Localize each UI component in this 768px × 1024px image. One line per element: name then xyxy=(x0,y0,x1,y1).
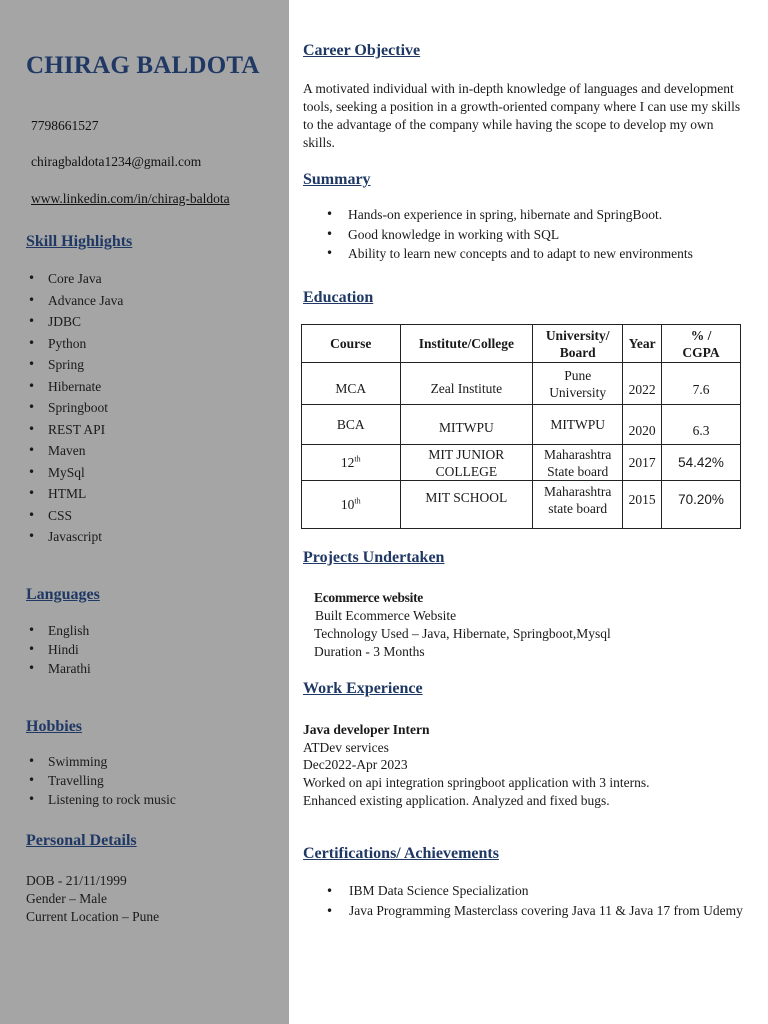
institute-cell: MIT SCHOOL xyxy=(400,481,533,529)
ordinal-suffix: th xyxy=(354,496,361,506)
year-cell: 2015 xyxy=(623,481,662,529)
hobbies-list xyxy=(26,752,176,809)
table-row xyxy=(302,363,741,405)
list-item: • Spring xyxy=(26,354,123,376)
list-item: • Advance Java xyxy=(26,290,123,312)
email-address[interactable]: chiragbaldota1234@gmail.com xyxy=(31,154,202,169)
list-item: • REST API xyxy=(26,419,123,441)
personal-details-heading: Personal Details xyxy=(26,832,137,849)
list-item: • English xyxy=(26,621,91,640)
score-cell: 54.42% xyxy=(662,445,741,481)
languages-heading: Languages xyxy=(26,586,100,603)
score-cell: 7.6 xyxy=(662,363,741,405)
project-title: Ecommerce website xyxy=(314,590,423,605)
list-item: • Springboot xyxy=(26,397,123,419)
list-item: • MySql xyxy=(26,462,123,484)
phone-number: 7798661527 xyxy=(31,118,99,133)
table-row xyxy=(302,405,741,445)
project-description: Built Ecommerce Website xyxy=(315,608,457,623)
education-table xyxy=(301,324,741,529)
list-item: • Swimming xyxy=(26,752,176,771)
career-objective-text: A motivated individual with in-depth knowledge of languages and development tools, seeking a position in a growth-oriented company where I can use my skills to the advantage of the company while having the scope to develop my own skills. xyxy=(303,81,741,150)
course-cell: 10th xyxy=(302,481,401,529)
list-item: • Core Java xyxy=(26,268,123,290)
column-header: University/ Board xyxy=(533,325,623,363)
list-item: • Python xyxy=(26,333,123,355)
job-duration: Dec2022-Apr 2023 xyxy=(303,757,408,772)
job-role: Java developer Intern xyxy=(303,722,430,737)
projects-heading: Projects Undertaken xyxy=(303,549,445,566)
dob: DOB - 21/11/1999 xyxy=(26,873,127,888)
current-location: Current Location – Pune xyxy=(26,909,160,924)
skills-list xyxy=(26,268,123,548)
table-row xyxy=(302,481,741,529)
university-cell: Pune University xyxy=(533,363,623,405)
job-detail: Enhanced existing application. Analyzed and fixed bugs. xyxy=(303,793,610,808)
column-header: Year xyxy=(623,325,662,363)
university-cell: Maharashtra State board xyxy=(533,445,623,481)
summary-heading: Summary xyxy=(303,171,371,188)
list-item: • Maven xyxy=(26,440,123,462)
column-header: Institute/College xyxy=(400,325,533,363)
summary-list xyxy=(303,205,693,264)
institute-cell: Zeal Institute xyxy=(400,363,533,405)
list-item: • Hands-on experience in spring, hibernate and SpringBoot. xyxy=(303,205,693,225)
score-cell: 70.20% xyxy=(662,481,741,529)
sidebar xyxy=(0,0,289,1024)
score-cell: 6.3 xyxy=(662,405,741,445)
list-item: • Travelling xyxy=(26,771,176,790)
project-technology: Technology Used – Java, Hibernate, Springboot,Mysql xyxy=(314,626,611,641)
column-header: Course xyxy=(302,325,401,363)
list-item: • IBM Data Science Specialization xyxy=(303,882,743,900)
main-content xyxy=(289,0,768,1024)
project-duration: Duration - 3 Months xyxy=(314,644,425,659)
course-cell: 12th xyxy=(302,445,401,481)
gender: Gender – Male xyxy=(26,891,107,906)
candidate-name: CHIRAG BALDOTA xyxy=(26,52,260,79)
linkedin-link[interactable]: www.linkedin.com/in/chirag-baldota xyxy=(31,191,230,206)
company-name: ATDev services xyxy=(303,740,389,755)
job-detail: Worked on api integration springboot application with 3 interns. xyxy=(303,775,650,790)
year-cell: 2022 xyxy=(623,363,662,405)
table-row xyxy=(302,445,741,481)
career-objective-heading: Career Objective xyxy=(303,42,421,59)
hobbies-heading: Hobbies xyxy=(26,718,83,735)
certifications-list xyxy=(303,882,743,922)
list-item: • Ability to learn new concepts and to adapt to new environments xyxy=(303,244,693,264)
course-cell: BCA xyxy=(302,405,401,445)
year-cell: 2017 xyxy=(623,445,662,481)
course-cell: MCA xyxy=(302,363,401,405)
university-cell: MITWPU xyxy=(533,405,623,445)
table-header-row xyxy=(302,325,741,363)
year-cell: 2020 xyxy=(623,405,662,445)
list-item: • Good knowledge in working with SQL xyxy=(303,225,693,245)
list-item: • Java Programming Masterclass covering Java 11 & Java 17 from Udemy xyxy=(303,902,743,920)
list-item: • Javascript xyxy=(26,526,123,548)
languages-list xyxy=(26,621,91,678)
list-item: • Hibernate xyxy=(26,376,123,398)
skills-heading: Skill Highlights xyxy=(26,233,133,250)
institute-cell: MITWPU xyxy=(400,405,533,445)
list-item: • Marathi xyxy=(26,659,91,678)
list-item: • CSS xyxy=(26,505,123,527)
certifications-heading: Certifications/ Achievements xyxy=(303,845,499,862)
column-header: % / CGPA xyxy=(662,325,741,363)
education-heading: Education xyxy=(303,289,374,306)
list-item: • HTML xyxy=(26,483,123,505)
work-experience-heading: Work Experience xyxy=(303,680,423,697)
ordinal-suffix: th xyxy=(354,454,361,464)
institute-cell: MIT JUNIOR COLLEGE xyxy=(400,445,533,481)
university-cell: Maharashtra state board xyxy=(533,481,623,529)
list-item: • Hindi xyxy=(26,640,91,659)
list-item: • Listening to rock music xyxy=(26,790,176,809)
list-item: • JDBC xyxy=(26,311,123,333)
